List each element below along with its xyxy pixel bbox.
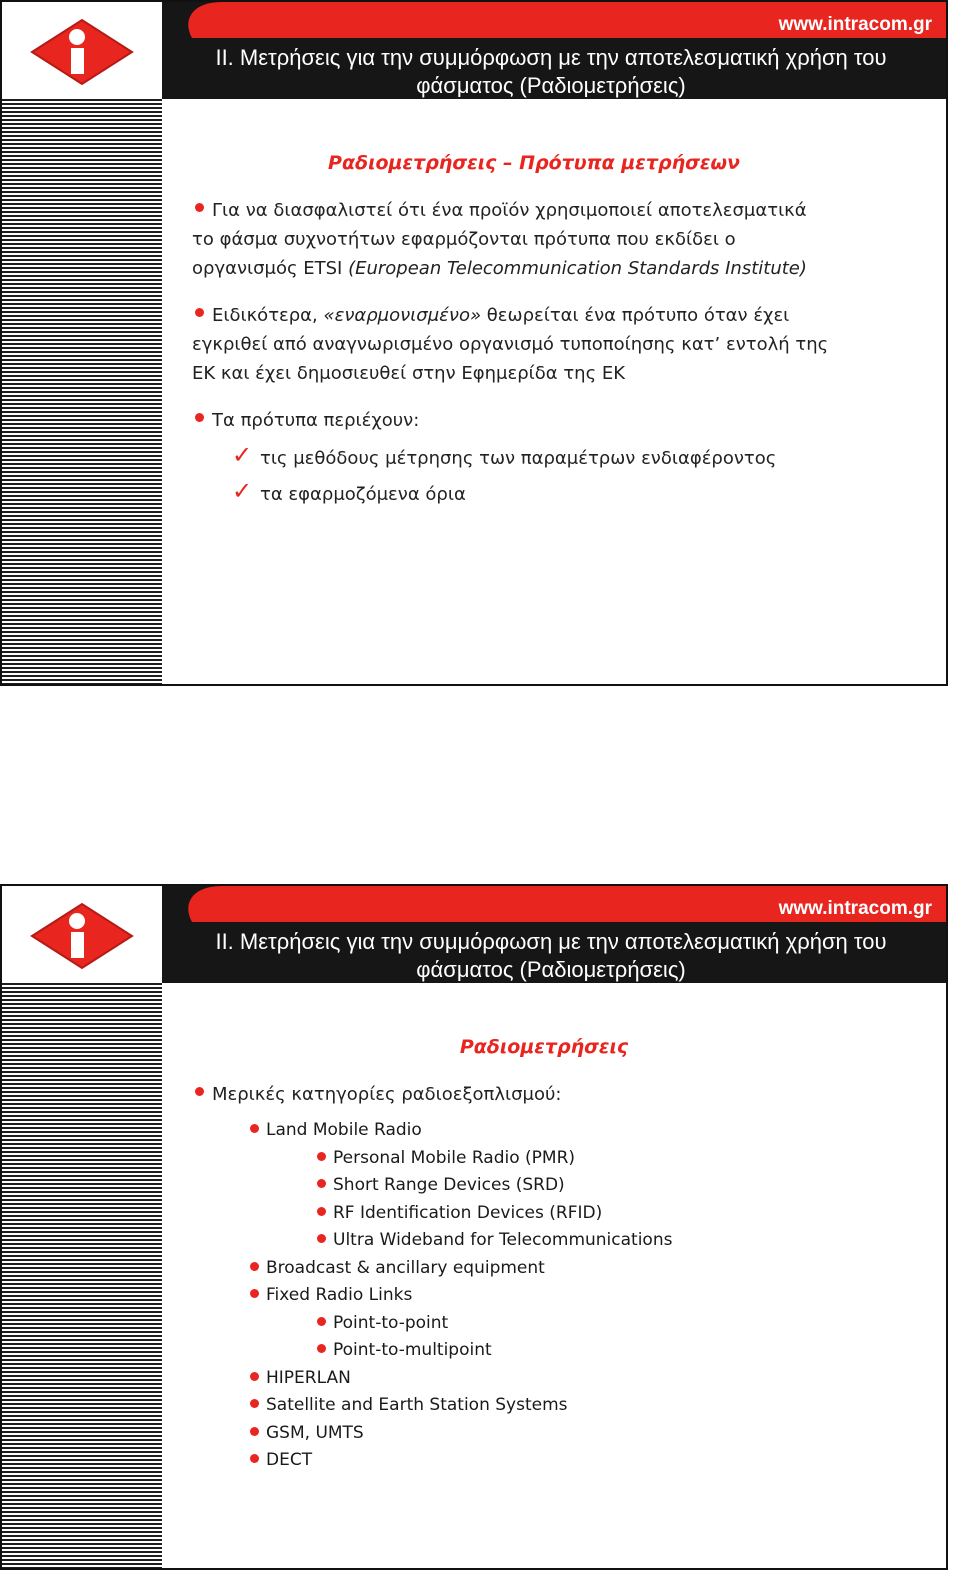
equipment-list [192,1117,906,1475]
website-url: www.intracom.gr [778,14,932,35]
list-item: Land Mobile Radio [192,1117,906,1145]
section-subtitle: Ραδιομετρήσεις – Πρότυπα μετρήσεων [328,152,740,174]
list-item: DECT [192,1447,906,1475]
stripe-sidebar [2,99,162,684]
list-item: Satellite and Earth Station Systems [192,1392,906,1420]
list-item: Short Range Devices (SRD) [192,1172,906,1200]
section-subtitle: Ραδιομετρήσεις [459,1036,629,1058]
slide-title: II. Μετρήσεις για την συμμόρφωση με την αποτελεσματική χρήση του φάσματος (Ραδιομετρήσεις) [215,45,887,98]
bullet-item: Τα πρότυπα περιέχουν: [192,406,906,435]
list-item: Broadcast & ancillary equipment [192,1255,906,1283]
slide-2 [0,884,948,1570]
list-item: Ultra Wideband for Telecommunications [192,1227,906,1255]
list-item: HIPERLAN [192,1365,906,1393]
check-item: ✓ τα εφαρμοζόμενα όρια [192,477,906,513]
list-item: Personal Mobile Radio (PMR) [192,1145,906,1173]
bullet-item: Μερικές κατηγορίες ραδιοεξοπλισμού: [192,1080,906,1109]
website-url: www.intracom.gr [778,898,932,919]
logo-area [2,2,162,99]
list-item: Fixed Radio Links [192,1282,906,1310]
bullet-item: Ειδικότερα, «εναρμονισμένο» θεωρείται ένα πρότυπο όταν έχει εγκριθεί από αναγνωρισμένο οργανισμό τυποποίησης κατ’ εντολή της ΕΚ και έχει δημοσιευθεί στην Εφημερίδα της ΕΚ [192,301,906,388]
slide-title: II. Μετρήσεις για την συμμόρφωση με την αποτελεσματική χρήση του φάσματος (Ραδιομετρήσεις) [215,929,887,982]
intracom-logo-icon [27,896,137,976]
intracom-logo-icon [27,12,137,92]
logo-area [2,886,162,983]
list-item: RF Identification Devices (RFID) [192,1200,906,1228]
checkmark-icon: ✓ [232,441,253,469]
list-item: Point-to-point [192,1310,906,1338]
check-item: ✓ τις μεθόδους μέτρησης των παραμέτρων ενδιαφέροντος [192,441,906,477]
checkmark-icon: ✓ [232,477,253,505]
list-item: GSM, UMTS [192,1420,906,1448]
slide-1 [0,0,948,686]
list-item: Point-to-multipoint [192,1337,906,1365]
bullet-item: Για να διασφαλιστεί ότι ένα προϊόν χρησιμοποιεί αποτελεσματικά το φάσμα συχνοτήτων εφαρμόζονται πρότυπα που εκδίδει ο οργανισμός ETSI (European Telecommunication Standards Institute) [192,196,906,283]
stripe-sidebar [2,983,162,1568]
slide-content [192,152,906,513]
slide-content [192,1036,906,1475]
